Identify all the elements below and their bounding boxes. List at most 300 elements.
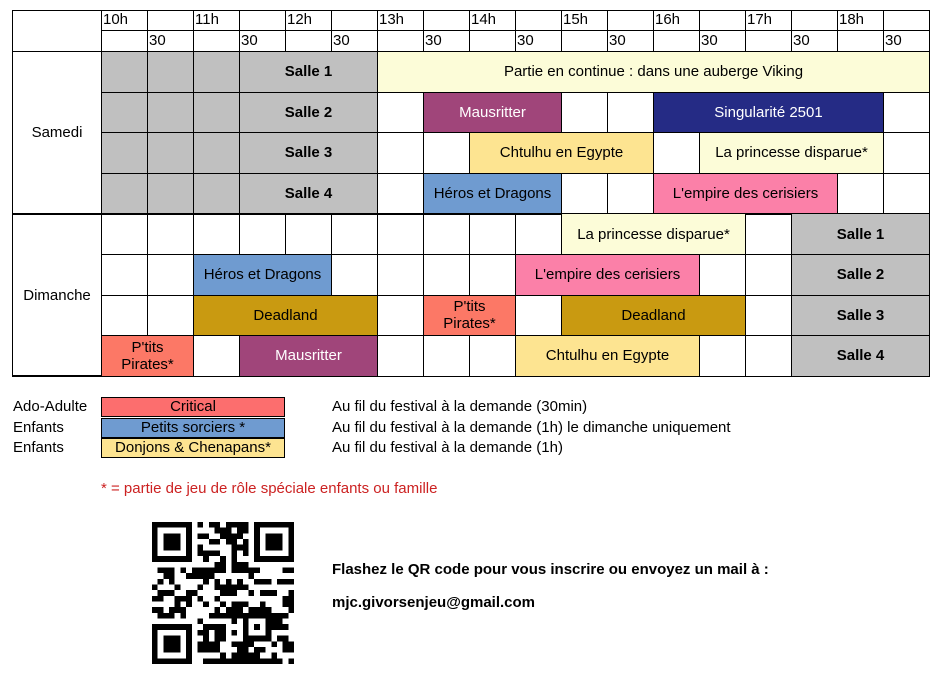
qr-module bbox=[288, 533, 294, 539]
qr-module bbox=[277, 624, 283, 630]
qr-module bbox=[260, 658, 266, 664]
grid-cell bbox=[147, 295, 194, 337]
qr-module bbox=[226, 590, 232, 596]
qr-module bbox=[169, 590, 175, 596]
qr-module bbox=[237, 658, 243, 664]
qr-module bbox=[271, 624, 277, 630]
qr-module bbox=[266, 533, 272, 539]
qr-module bbox=[254, 624, 260, 630]
grid-cell bbox=[883, 173, 930, 215]
grid-cell bbox=[561, 173, 608, 215]
qr-module bbox=[163, 573, 169, 579]
grid-cell bbox=[377, 173, 424, 215]
grid-cell bbox=[745, 254, 792, 296]
hour-label: 12h bbox=[287, 11, 313, 28]
event-mausritter: Mausritter bbox=[423, 92, 562, 134]
qr-module bbox=[169, 641, 175, 647]
qr-module bbox=[288, 556, 294, 562]
qr-module bbox=[271, 533, 277, 539]
qr-module bbox=[243, 562, 249, 568]
qr-module bbox=[232, 550, 238, 556]
event-ptits: P'tits Pirates* bbox=[423, 295, 516, 337]
qr-module bbox=[163, 545, 169, 551]
qr-module bbox=[214, 567, 220, 573]
grid-cell bbox=[607, 173, 654, 215]
qr-module bbox=[169, 647, 175, 653]
grid-cell bbox=[101, 51, 148, 93]
qr-module bbox=[288, 596, 294, 602]
qr-module bbox=[180, 613, 186, 619]
legend-category: Enfants bbox=[13, 439, 64, 456]
qr-module bbox=[254, 533, 260, 539]
qr-module bbox=[192, 567, 198, 573]
half-hour-label: 30 bbox=[885, 32, 902, 49]
qr-module bbox=[152, 607, 158, 613]
qr-module bbox=[175, 584, 181, 590]
grid-cell bbox=[515, 213, 562, 255]
grid-cell bbox=[423, 254, 470, 296]
qr-module bbox=[232, 658, 238, 664]
qr-module bbox=[169, 573, 175, 579]
qr-module bbox=[237, 562, 243, 568]
qr-module bbox=[237, 567, 243, 573]
header-cell bbox=[837, 30, 884, 52]
qr-module bbox=[271, 619, 277, 625]
qr-module bbox=[271, 539, 277, 545]
grid-cell bbox=[147, 92, 194, 134]
day-cell-saturday bbox=[12, 51, 102, 214]
qr-module bbox=[254, 607, 260, 613]
qr-module bbox=[169, 624, 175, 630]
grid-cell bbox=[469, 213, 516, 255]
qr-module bbox=[214, 579, 220, 585]
contact-email[interactable]: mjc.givorsenjeu@gmail.com bbox=[332, 594, 536, 611]
qr-module bbox=[254, 647, 260, 653]
qr-module bbox=[186, 641, 192, 647]
qr-module bbox=[226, 522, 232, 528]
qr-module bbox=[249, 567, 255, 573]
qr-module bbox=[203, 624, 209, 630]
qr-module bbox=[186, 658, 192, 664]
header-cell bbox=[285, 30, 332, 52]
qr-module bbox=[237, 602, 243, 608]
grid-cell bbox=[101, 173, 148, 215]
qr-module bbox=[243, 602, 249, 608]
qr-module bbox=[180, 658, 186, 664]
qr-module bbox=[186, 522, 192, 528]
qr-module bbox=[214, 613, 220, 619]
qr-module bbox=[232, 567, 238, 573]
header-cell bbox=[791, 10, 838, 31]
qr-module bbox=[243, 647, 249, 653]
qr-module bbox=[254, 658, 260, 664]
qr-module bbox=[243, 619, 249, 625]
qr-module bbox=[237, 579, 243, 585]
qr-module bbox=[232, 556, 238, 562]
qr-module bbox=[277, 522, 283, 528]
qr-module bbox=[169, 522, 175, 528]
qr-module bbox=[209, 658, 215, 664]
header-cell bbox=[423, 10, 470, 31]
qr-module bbox=[158, 579, 164, 585]
qr-module bbox=[186, 539, 192, 545]
qr-module bbox=[226, 579, 232, 585]
grid-cell bbox=[239, 213, 286, 255]
qr-module bbox=[277, 556, 283, 562]
header-cell bbox=[147, 10, 194, 31]
qr-module bbox=[203, 567, 209, 573]
qr-module bbox=[158, 522, 164, 528]
qr-module bbox=[152, 545, 158, 551]
qr-module bbox=[197, 533, 203, 539]
qr-module bbox=[232, 584, 238, 590]
room-label: Salle 4 bbox=[239, 173, 378, 215]
qr-module bbox=[288, 607, 294, 613]
qr-module bbox=[163, 613, 169, 619]
qr-module bbox=[266, 607, 272, 613]
grid-cell bbox=[377, 92, 424, 134]
qr-module bbox=[163, 539, 169, 545]
grid-cell bbox=[193, 213, 240, 255]
qr-module bbox=[288, 545, 294, 551]
qr-module bbox=[197, 619, 203, 625]
qr-module bbox=[266, 590, 272, 596]
qr-module bbox=[163, 658, 169, 664]
qr-module bbox=[203, 647, 209, 653]
qr-module bbox=[220, 562, 226, 568]
qr-module bbox=[152, 556, 158, 562]
qr-module bbox=[249, 613, 255, 619]
grid-cell bbox=[193, 173, 240, 215]
qr-module bbox=[152, 533, 158, 539]
qr-module bbox=[203, 533, 209, 539]
qr-module bbox=[152, 636, 158, 642]
qr-module bbox=[232, 533, 238, 539]
grid-cell bbox=[883, 92, 930, 134]
qr-module bbox=[163, 567, 169, 573]
qr-module bbox=[260, 636, 266, 642]
grid-cell bbox=[607, 92, 654, 134]
qr-module bbox=[169, 613, 175, 619]
grid-cell bbox=[377, 295, 424, 337]
qr-module bbox=[260, 556, 266, 562]
qr-module bbox=[243, 636, 249, 642]
qr-module bbox=[254, 550, 260, 556]
qr-module bbox=[266, 619, 272, 625]
qr-module bbox=[203, 658, 209, 664]
qr-module bbox=[232, 613, 238, 619]
room-label: Salle 2 bbox=[239, 92, 378, 134]
qr-module bbox=[220, 624, 226, 630]
qr-module bbox=[163, 647, 169, 653]
qr-module bbox=[169, 579, 175, 585]
qr-module bbox=[243, 613, 249, 619]
qr-module bbox=[283, 567, 289, 573]
grid-cell bbox=[837, 173, 884, 215]
qr-module bbox=[203, 556, 209, 562]
qr-module bbox=[260, 522, 266, 528]
qr-module bbox=[163, 624, 169, 630]
grid-cell bbox=[193, 51, 240, 93]
qr-module bbox=[243, 584, 249, 590]
header-cell bbox=[745, 30, 792, 52]
qr-module bbox=[180, 522, 186, 528]
qr-module bbox=[175, 533, 181, 539]
header-cell bbox=[193, 30, 240, 52]
qr-module bbox=[220, 584, 226, 590]
qr-module bbox=[266, 579, 272, 585]
room-label: Salle 1 bbox=[239, 51, 378, 93]
header-cell bbox=[607, 10, 654, 31]
header-cell bbox=[883, 10, 930, 31]
qr-module bbox=[186, 528, 192, 534]
qr-module bbox=[283, 602, 289, 608]
qr-module bbox=[214, 539, 220, 545]
qr-module bbox=[186, 573, 192, 579]
qr-module bbox=[158, 567, 164, 573]
qr-module bbox=[283, 613, 289, 619]
legend-description: Au fil du festival à la demande (1h) le dimanche uniquement bbox=[332, 418, 731, 436]
qr-module bbox=[277, 579, 283, 585]
event-empire: L'empire des cerisiers bbox=[653, 173, 838, 215]
event-princesse: La princesse disparue* bbox=[561, 213, 746, 255]
qr-module bbox=[209, 567, 215, 573]
qr-module bbox=[232, 545, 238, 551]
qr-module bbox=[214, 607, 220, 613]
qr-module bbox=[283, 579, 289, 585]
qr-module bbox=[209, 522, 215, 528]
grid-cell bbox=[285, 213, 332, 255]
qr-module bbox=[237, 653, 243, 659]
qr-module bbox=[175, 607, 181, 613]
qr-module bbox=[214, 528, 220, 534]
day-cell-sunday bbox=[12, 213, 102, 376]
qr-module bbox=[152, 647, 158, 653]
grid-cell bbox=[193, 335, 240, 377]
qr-module bbox=[237, 641, 243, 647]
qr-module bbox=[180, 596, 186, 602]
qr-module bbox=[249, 653, 255, 659]
grid-cell bbox=[745, 213, 792, 255]
qr-module bbox=[226, 613, 232, 619]
header-cell bbox=[239, 10, 286, 31]
header-cell bbox=[469, 30, 516, 52]
qr-module bbox=[158, 596, 164, 602]
qr-module bbox=[152, 550, 158, 556]
qr-module bbox=[175, 545, 181, 551]
qr-module bbox=[180, 607, 186, 613]
room-label: Salle 3 bbox=[239, 132, 378, 174]
qr-module bbox=[220, 613, 226, 619]
qr-module bbox=[169, 658, 175, 664]
legend-category: Enfants bbox=[13, 418, 64, 436]
qr-module bbox=[260, 579, 266, 585]
event-chtulhu: Chtulhu en Egypte bbox=[515, 335, 700, 377]
qr-module bbox=[220, 590, 226, 596]
qr-module bbox=[197, 573, 203, 579]
room-label: Salle 4 bbox=[791, 335, 930, 377]
qr-module bbox=[203, 573, 209, 579]
half-hour-label: 30 bbox=[333, 32, 350, 49]
qr-module bbox=[220, 653, 226, 659]
qr-module bbox=[249, 607, 255, 613]
qr-module bbox=[186, 624, 192, 630]
grid-cell bbox=[699, 335, 746, 377]
qr-module bbox=[163, 556, 169, 562]
qr-module bbox=[283, 641, 289, 647]
qr-module bbox=[163, 522, 169, 528]
qr-module bbox=[232, 653, 238, 659]
footnote: * = partie de jeu de rôle spéciale enfants ou famille bbox=[101, 480, 438, 497]
half-hour-label: 30 bbox=[701, 32, 718, 49]
qr-module bbox=[232, 590, 238, 596]
qr-module bbox=[249, 658, 255, 664]
qr-module bbox=[175, 602, 181, 608]
qr-module bbox=[288, 658, 294, 664]
qr-module bbox=[260, 602, 266, 608]
qr-module bbox=[283, 522, 289, 528]
qr-module bbox=[197, 647, 203, 653]
qr-module bbox=[232, 607, 238, 613]
qr-module bbox=[197, 641, 203, 647]
header-cell bbox=[561, 30, 608, 52]
qr-module bbox=[158, 556, 164, 562]
qr-module bbox=[283, 596, 289, 602]
qr-module bbox=[226, 658, 232, 664]
event-heros: Héros et Dragons bbox=[423, 173, 562, 215]
qr-module bbox=[169, 533, 175, 539]
qr-module bbox=[271, 522, 277, 528]
qr-module bbox=[209, 573, 215, 579]
qr-module bbox=[169, 556, 175, 562]
qr-module bbox=[271, 641, 277, 647]
hour-label: 18h bbox=[839, 11, 865, 28]
qr-module bbox=[226, 528, 232, 534]
qr-module bbox=[209, 624, 215, 630]
qr-module bbox=[277, 539, 283, 545]
qr-module bbox=[175, 556, 181, 562]
header-cell bbox=[515, 10, 562, 31]
qr-module bbox=[271, 613, 277, 619]
qr-module bbox=[214, 636, 220, 642]
qr-module bbox=[186, 550, 192, 556]
qr-module bbox=[163, 641, 169, 647]
qr-module bbox=[192, 590, 198, 596]
qr-module bbox=[192, 573, 198, 579]
qr-module bbox=[180, 556, 186, 562]
qr-module bbox=[243, 653, 249, 659]
legend-description: Au fil du festival à la demande (30min) bbox=[332, 398, 588, 415]
qr-module bbox=[186, 653, 192, 659]
qr-module bbox=[163, 533, 169, 539]
grid-cell bbox=[193, 132, 240, 174]
qr-module bbox=[232, 619, 238, 625]
qr-module bbox=[288, 539, 294, 545]
qr-module bbox=[249, 636, 255, 642]
qr-module bbox=[163, 590, 169, 596]
qr-module bbox=[169, 567, 175, 573]
qr-module bbox=[266, 556, 272, 562]
qr-module bbox=[237, 613, 243, 619]
qr-module bbox=[243, 550, 249, 556]
qr-module bbox=[249, 573, 255, 579]
qr-module bbox=[288, 641, 294, 647]
qr-module bbox=[209, 550, 215, 556]
qr-module bbox=[203, 636, 209, 642]
qr-module bbox=[175, 658, 181, 664]
qr-module bbox=[237, 522, 243, 528]
event-mausritter: Mausritter bbox=[239, 335, 378, 377]
qr-module bbox=[214, 658, 220, 664]
grid-cell bbox=[745, 295, 792, 337]
qr-module bbox=[254, 636, 260, 642]
qr-module bbox=[277, 533, 283, 539]
event-princesse: La princesse disparue* bbox=[699, 132, 884, 174]
qr-code bbox=[152, 522, 294, 664]
qr-module bbox=[169, 539, 175, 545]
grid-cell bbox=[101, 295, 148, 337]
half-hour-label: 30 bbox=[149, 32, 166, 49]
qr-module bbox=[277, 613, 283, 619]
qr-module bbox=[288, 567, 294, 573]
grid-cell bbox=[147, 173, 194, 215]
qr-module bbox=[152, 641, 158, 647]
qr-module bbox=[163, 636, 169, 642]
qr-module bbox=[158, 624, 164, 630]
hour-label: 10h bbox=[103, 11, 129, 28]
qr-module bbox=[260, 607, 266, 613]
qr-module bbox=[260, 590, 266, 596]
grid-cell bbox=[469, 254, 516, 296]
qr-module bbox=[232, 539, 238, 545]
event-empire: L'empire des cerisiers bbox=[515, 254, 700, 296]
qr-module bbox=[214, 550, 220, 556]
hour-label: 11h bbox=[195, 11, 219, 28]
event-chtulhu: Chtulhu en Egypte bbox=[469, 132, 654, 174]
qr-module bbox=[152, 624, 158, 630]
qr-module bbox=[226, 533, 232, 539]
hour-label: 13h bbox=[379, 11, 405, 28]
qr-module bbox=[243, 624, 249, 630]
qr-module bbox=[197, 567, 203, 573]
qr-module bbox=[254, 613, 260, 619]
qr-module bbox=[288, 550, 294, 556]
qr-module bbox=[209, 641, 215, 647]
qr-module bbox=[254, 579, 260, 585]
qr-module bbox=[203, 550, 209, 556]
qr-module bbox=[288, 579, 294, 585]
qr-module bbox=[180, 624, 186, 630]
qr-module bbox=[158, 613, 164, 619]
day-label-saturday: Samedi bbox=[31, 124, 83, 142]
qr-module bbox=[197, 630, 203, 636]
qr-module bbox=[209, 539, 215, 545]
qr-module bbox=[243, 567, 249, 573]
qr-module bbox=[237, 528, 243, 534]
qr-module bbox=[266, 522, 272, 528]
qr-module bbox=[232, 641, 238, 647]
qr-module bbox=[266, 539, 272, 545]
half-hour-label: 30 bbox=[609, 32, 626, 49]
qr-module bbox=[226, 539, 232, 545]
qr-module bbox=[220, 658, 226, 664]
qr-module bbox=[288, 647, 294, 653]
grid-cell bbox=[377, 132, 424, 174]
qr-module bbox=[220, 630, 226, 636]
qr-module bbox=[175, 596, 181, 602]
qr-module bbox=[226, 584, 232, 590]
qr-module bbox=[254, 653, 260, 659]
